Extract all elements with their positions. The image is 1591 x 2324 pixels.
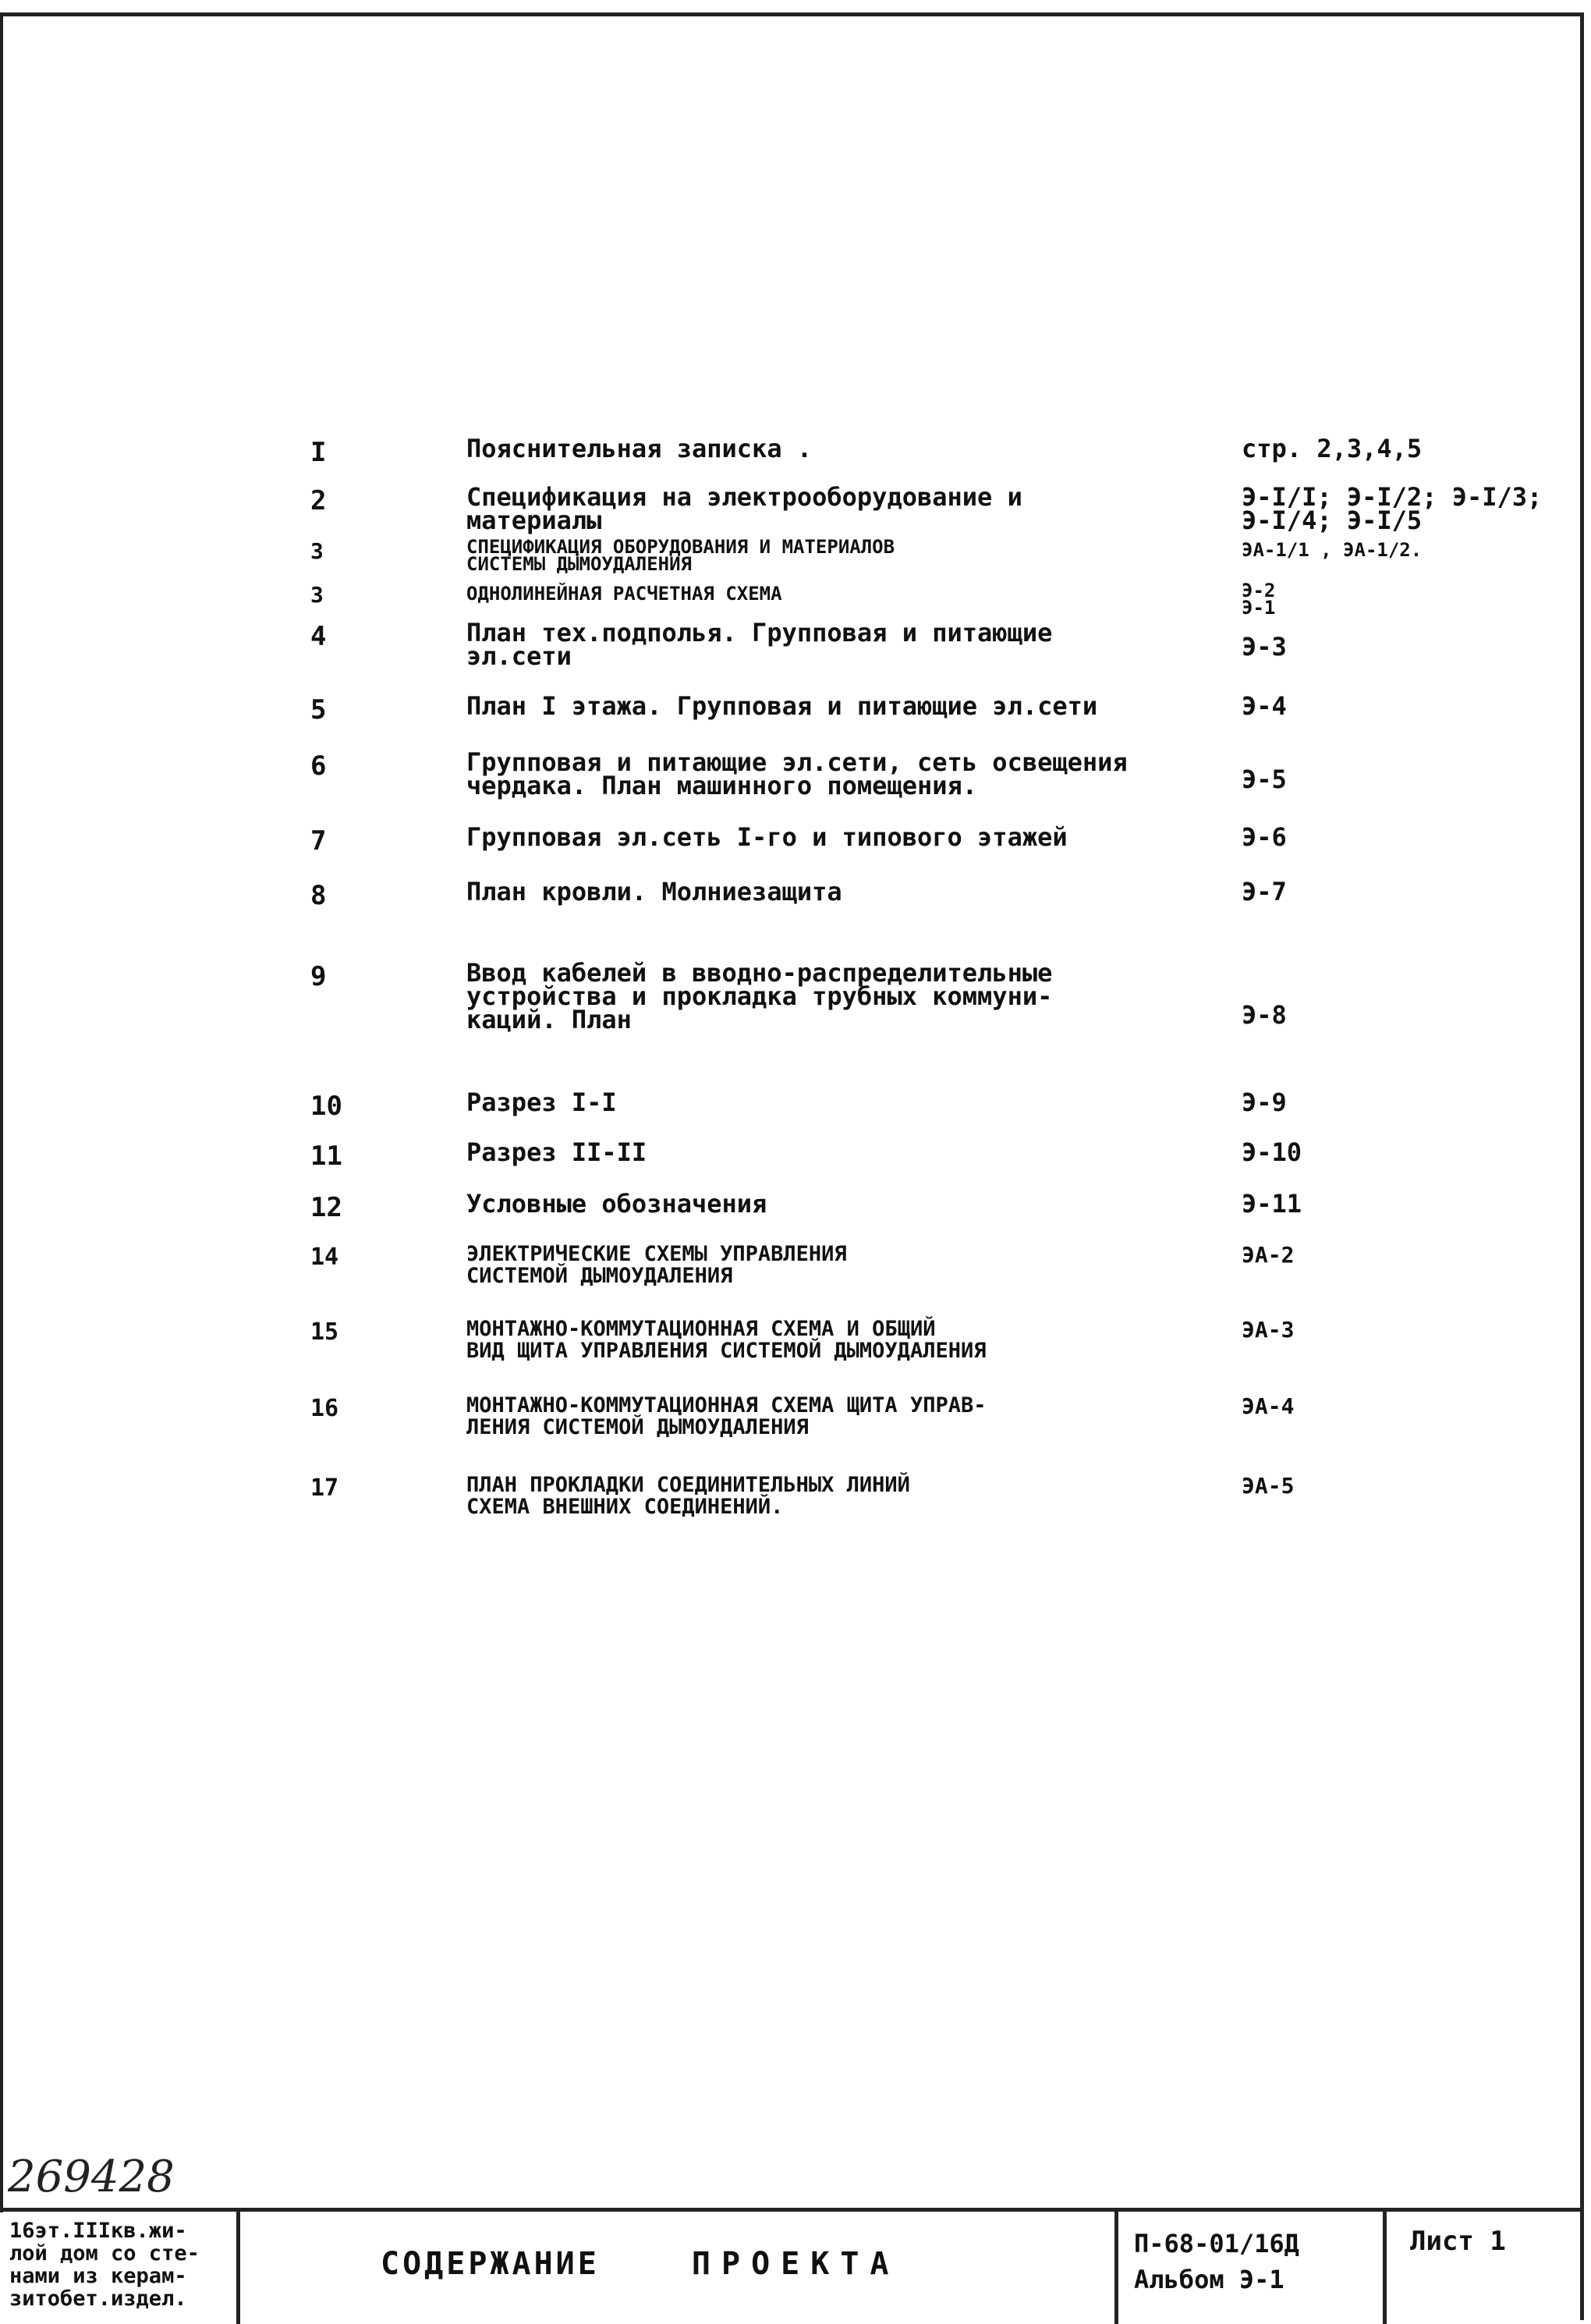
title-block-description-cell (0, 2212, 240, 2324)
row-number: 11 (310, 1141, 342, 1172)
row-sheet: Э-8 (1242, 1000, 1287, 1030)
row-number: 8 (310, 880, 327, 911)
row-number: 14 (310, 1244, 339, 1271)
archive-stamp-number: 269428 (8, 2152, 175, 2202)
row-title: Условные обозначения (466, 1189, 767, 1219)
document-title (381, 2246, 900, 2282)
row-number: 7 (310, 825, 327, 857)
title-block-sheet-cell (1387, 2212, 1584, 2324)
row-sheet: Э-6 (1242, 822, 1287, 852)
row-title: ОДНОЛИНЕЙНАЯ РАСЧЕТНАЯ СХЕМА (466, 583, 782, 605)
row-number: 10 (310, 1091, 342, 1122)
row-sheet: ЭА-4 (1242, 1393, 1295, 1419)
title-block-code-cell (1118, 2212, 1387, 2324)
row-title: ПЛАН ПРОКЛАДКИ СОЕДИНИТЕЛЬНЫХ ЛИНИЙ СХЕМА ВНЕШНИХ СОЕДИНЕНИЙ. (466, 1473, 910, 1519)
row-title: Групповая эл.сеть I-го и типового этажей (466, 822, 1068, 852)
row-number: 6 (310, 750, 327, 782)
title-block (0, 2208, 1584, 2320)
row-number: 15 (310, 1318, 339, 1346)
row-title: Разрез I-I (466, 1087, 617, 1117)
row-sheet: Э-7 (1242, 877, 1287, 907)
row-sheet: ЭА-5 (1242, 1473, 1295, 1499)
project-code: П-68-01/16Д Альбом Э-1 (1134, 2229, 1299, 2294)
row-sheet: Э-9 (1242, 1087, 1287, 1117)
row-number: 5 (310, 694, 327, 726)
row-number: 3 (310, 538, 324, 564)
document-title-word-2: ПРОЕКТА (691, 2246, 900, 2282)
frame-left-border (0, 12, 3, 2212)
row-number: 17 (310, 1474, 339, 1502)
row-sheet: Э-11 (1242, 1189, 1302, 1219)
sheet-number: Лист 1 (1410, 2226, 1506, 2257)
row-title: План кровли. Молниезащита (466, 877, 842, 907)
row-title: Пояснительная записка . (466, 434, 813, 463)
row-sheet: Э-5 (1242, 765, 1287, 794)
row-number: 3 (310, 582, 324, 608)
document-title-word-1: СОДЕРЖАНИЕ (381, 2246, 600, 2282)
row-title: Спецификация на электрооборудование и материалы (466, 482, 1022, 535)
row-sheet: Э-10 (1242, 1137, 1302, 1167)
row-sheet: ЭА-1/1 , ЭА-1/2. (1242, 539, 1423, 561)
row-number: 16 (310, 1395, 339, 1422)
row-sheet: ЭА-3 (1242, 1317, 1295, 1343)
row-sheet: стр. 2,3,4,5 (1242, 434, 1423, 463)
row-title: МОНТАЖНО-КОММУТАЦИОННАЯ СХЕМА ЩИТА УПРАВ- ЛЕНИЯ СИСТЕМОЙ ДЫМОУДАЛЕНИЯ (466, 1393, 987, 1439)
row-number: 4 (310, 621, 327, 652)
row-title: ЭЛЕКТРИЧЕСКИЕ СХЕМЫ УПРАВЛЕНИЯ СИСТЕМОЙ ДЫМОУДАЛЕНИЯ (466, 1242, 847, 1288)
row-number: I (310, 437, 327, 468)
row-title: МОНТАЖНО-КОММУТАЦИОННАЯ СХЕМА И ОБЩИЙ ВИД ЩИТА УПРАВЛЕНИЯ СИСТЕМОЙ ДЫМОУДАЛЕНИЯ (466, 1317, 987, 1363)
row-sheet: ЭА-2 (1242, 1242, 1295, 1268)
frame-right-border (1580, 12, 1584, 2320)
row-number: 12 (310, 1192, 342, 1223)
row-sheet: Э-4 (1242, 691, 1287, 721)
row-sheet: Э-I/I; Э-I/2; Э-I/3; Э-I/4; Э-I/5 (1242, 482, 1543, 535)
row-title: Групповая и питающие эл.сети, сеть освещения чердака. План машинного помещения. (466, 747, 1128, 800)
row-title: СПЕЦИФИКАЦИЯ ОБОРУДОВАНИЯ И МАТЕРИАЛОВ СИСТЕМЫ ДЫМОУДАЛЕНИЯ (466, 536, 895, 575)
row-title: План I этажа. Групповая и питающие эл.сети (466, 691, 1098, 721)
row-sheet: Э-2 Э-1 (1242, 580, 1276, 619)
row-title: Разрез II-II (466, 1137, 647, 1167)
row-title: Ввод кабелей в вводно-распределительные устройства и прокладка трубных коммуни- каций. План (466, 958, 1053, 1034)
frame-top-border (0, 12, 1583, 16)
row-sheet: Э-3 (1242, 632, 1287, 662)
title-block-name-cell (240, 2212, 1118, 2324)
project-description: 16эт.IIIкв.жи- лой дом со сте- нами из керам- зитобет.издел. (9, 2219, 200, 2311)
row-title: План тех.подполья. Групповая и питающие эл.сети (466, 618, 1053, 671)
row-number: 2 (310, 485, 327, 516)
row-number: 9 (310, 961, 327, 992)
